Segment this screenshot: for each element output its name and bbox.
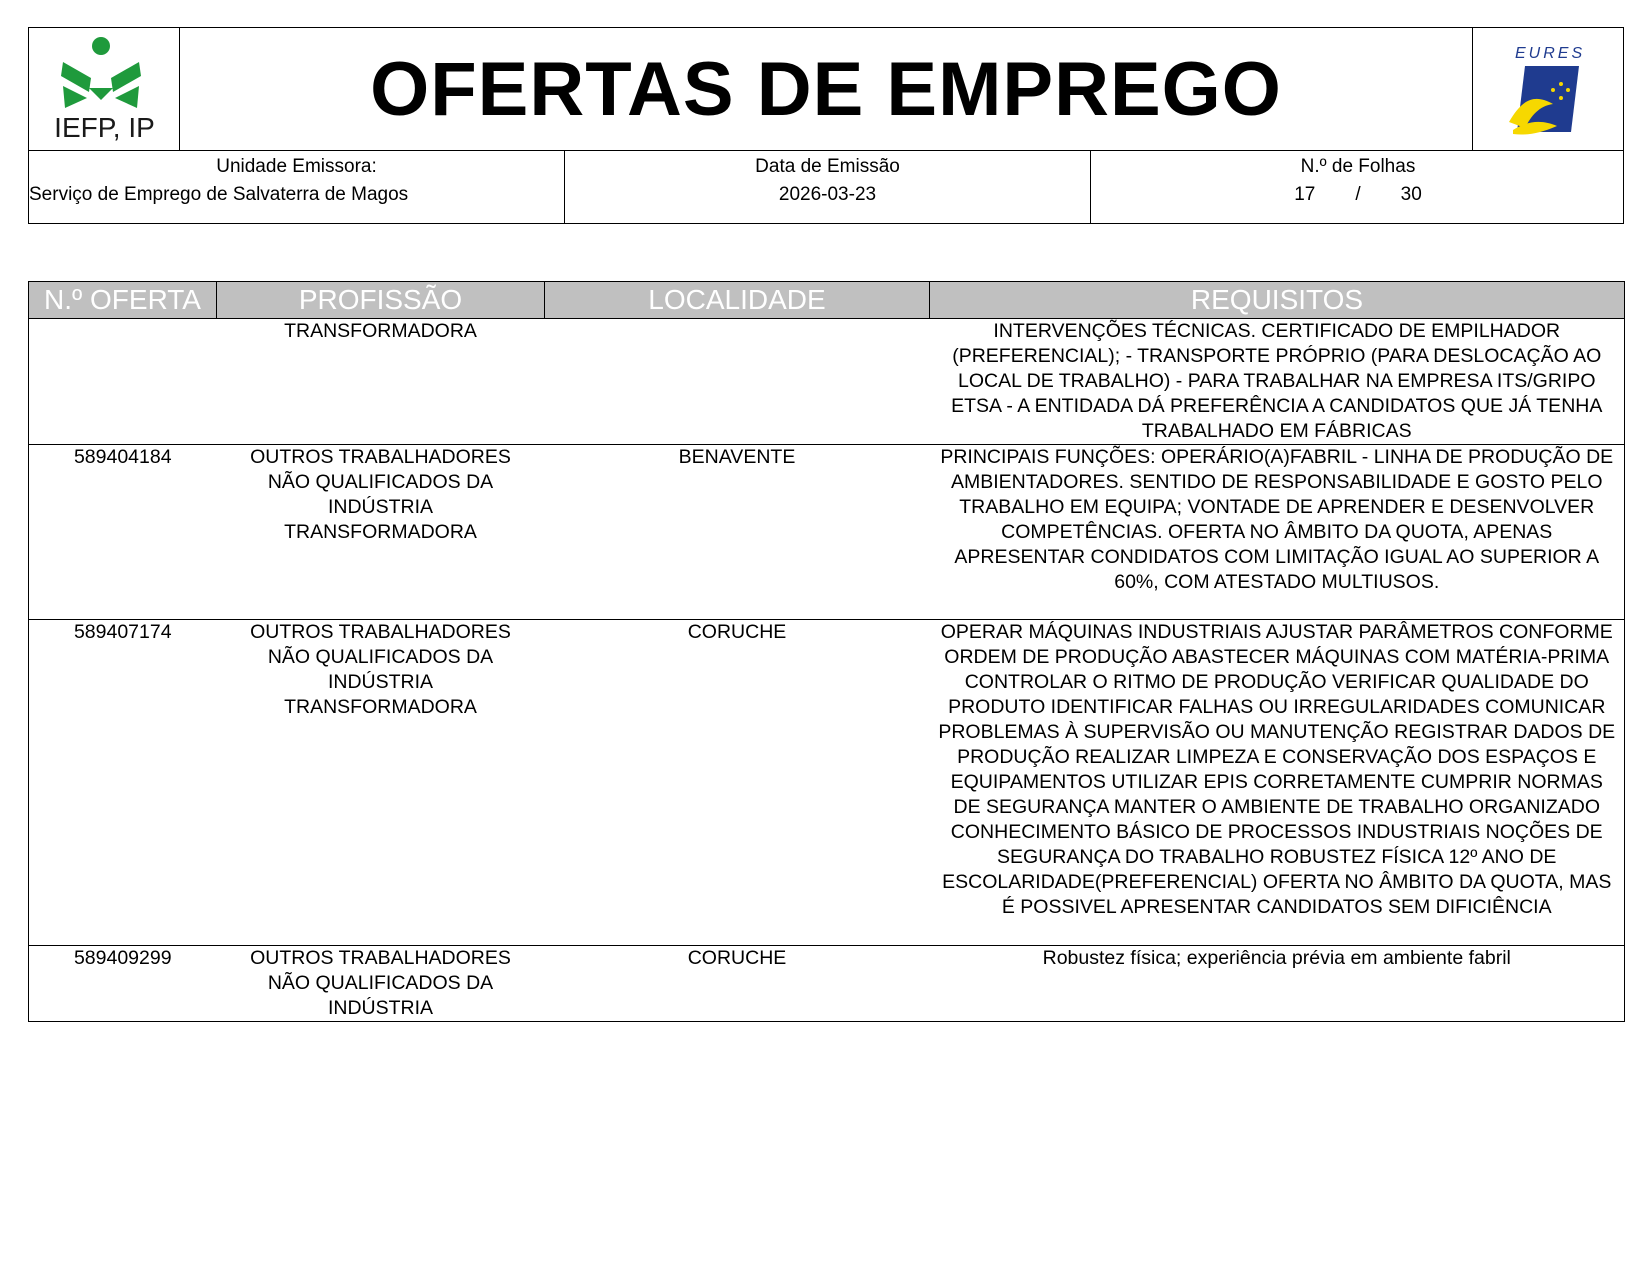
folhas-value <box>1091 181 1625 209</box>
col-header-localidade: LOCALIDADE <box>545 282 930 319</box>
folhas-total: 30 <box>1400 184 1422 205</box>
table-row <box>29 319 1625 445</box>
unidade-emissora <box>29 151 565 224</box>
unidade-label: Unidade Emissora: <box>216 156 377 177</box>
numero-folhas <box>1091 151 1625 224</box>
table-row <box>29 946 1625 1022</box>
cell-requisitos: PRINCIPAIS FUNÇÕES: OPERÁRIO(A)FABRIL - LINHA DE PRODUÇÃO DE AMBIENTADORES. SENTIDO DE RESPONSABILIDADE E GOSTO PELO TRABALHO EM EQUIPA; VONTADE DE APRENDER E DESENVOLVER COMPETÊNCIAS. OFERTA NO ÂMBITO DA QUOTA, APENAS APRESENTAR CONDIDATOS COM LIMITAÇÃO IGUAL AO SUPERIOR A 60%, COM ATESTADO MULTIUSOS. <box>930 445 1625 620</box>
col-header-profissao: PROFISSÃO <box>217 282 545 319</box>
ofertas-table <box>28 281 1625 1022</box>
cell-localidade <box>545 319 930 445</box>
cell-localidade: CORUCHE <box>545 946 930 1022</box>
cell-oferta: 589409299 <box>29 946 217 1022</box>
col-header-requisitos: REQUISITOS <box>930 282 1625 319</box>
eures-logo-text: EURES <box>1515 45 1586 62</box>
table-header-row <box>29 282 1625 319</box>
cell-oferta <box>29 319 217 445</box>
table-row <box>29 445 1625 620</box>
eures-logo <box>1472 28 1623 150</box>
eures-logo-icon <box>1473 28 1624 150</box>
cell-requisitos: INTERVENÇÕES TÉCNICAS. CERTIFICADO DE EMPILHADOR (PREFERENCIAL); - TRANSPORTE PRÓPRIO (PARA DESLOCAÇÃO AO LOCAL DE TRABALHO) - PARA TRABALHAR NA EMPRESA ITS/GRIPO ETSA - A ENTIDADA DÁ PREFERÊNCIA A CANDIDATOS QUE JÁ TENHA TRABALHADO EM FÁBRICAS <box>930 319 1625 445</box>
cell-oferta: 589404184 <box>29 445 217 620</box>
cell-profissao: TRANSFORMADORA <box>217 319 545 445</box>
cell-profissao: OUTROS TRABALHADORES NÃO QUALIFICADOS DA INDÚSTRIA TRANSFORMADORA <box>217 445 545 620</box>
data-emissao <box>565 151 1091 224</box>
cell-localidade: CORUCHE <box>545 620 930 946</box>
unidade-value: Serviço de Emprego de Salvaterra de Magos <box>29 184 409 205</box>
folha-atual: 17 <box>1294 184 1316 205</box>
cell-profissao: OUTROS TRABALHADORES NÃO QUALIFICADOS DA INDÚSTRIA <box>217 946 545 1022</box>
document-header <box>28 27 1624 224</box>
cell-profissao: OUTROS TRABALHADORES NÃO QUALIFICADOS DA INDÚSTRIA TRANSFORMADORA <box>217 620 545 946</box>
cell-localidade: BENAVENTE <box>545 445 930 620</box>
header-title-row <box>29 28 1623 151</box>
col-header-oferta: N.º OFERTA <box>29 282 217 319</box>
folha-separator: / <box>1355 184 1361 205</box>
page-title: OFERTAS DE EMPREGO <box>370 46 1282 132</box>
cell-requisitos: OPERAR MÁQUINAS INDUSTRIAIS AJUSTAR PARÂMETROS CONFORME ORDEM DE PRODUÇÃO ABASTECER MÁQUINAS COM MATÉRIA-PRIMA CONTROLAR O RITMO DE PRODUÇÃO VERIFICAR QUALIDADE DO PRODUTO IDENTIFICAR FALHAS OU IRREGULARIDADES COMUNICAR PROBLEMAS À SUPERVISÃO OU MANUTENÇÃO REGISTRAR DADOS DE PRODUÇÃO REALIZAR LIMPEZA E CONSERVAÇÃO DOS ESPAÇOS E EQUIPAMENTOS UTILIZAR EPIS CORRETAMENTE CUMPRIR NORMAS DE SEGURANÇA MANTER O AMBIENTE DE TRABALHO ORGANIZADO CONHECIMENTO BÁSICO DE PROCESSOS INDUSTRIAIS NOÇÕES DE SEGURANÇA DO TRABALHO ROBUSTEZ FÍSICA 12º ANO DE ESCOLARIDADE(PREFERENCIAL) OFERTA NO ÂMBITO DA QUOTA, MAS É POSSIVEL APRESENTAR CANDIDATOS SEM DIFICIÊNCIA <box>930 620 1625 946</box>
data-value: 2026-03-23 <box>778 184 877 205</box>
table-row <box>29 620 1625 946</box>
iefp-logo <box>29 28 180 150</box>
header-meta-row <box>29 151 1623 224</box>
folhas-label: N.º de Folhas <box>1300 156 1416 177</box>
data-label: Data de Emissão <box>755 156 900 177</box>
cell-oferta: 589407174 <box>29 620 217 946</box>
iefp-logo-text: IEFP, IP <box>54 112 155 143</box>
cell-requisitos: Robustez física; experiência prévia em ambiente fabril <box>930 946 1625 1022</box>
